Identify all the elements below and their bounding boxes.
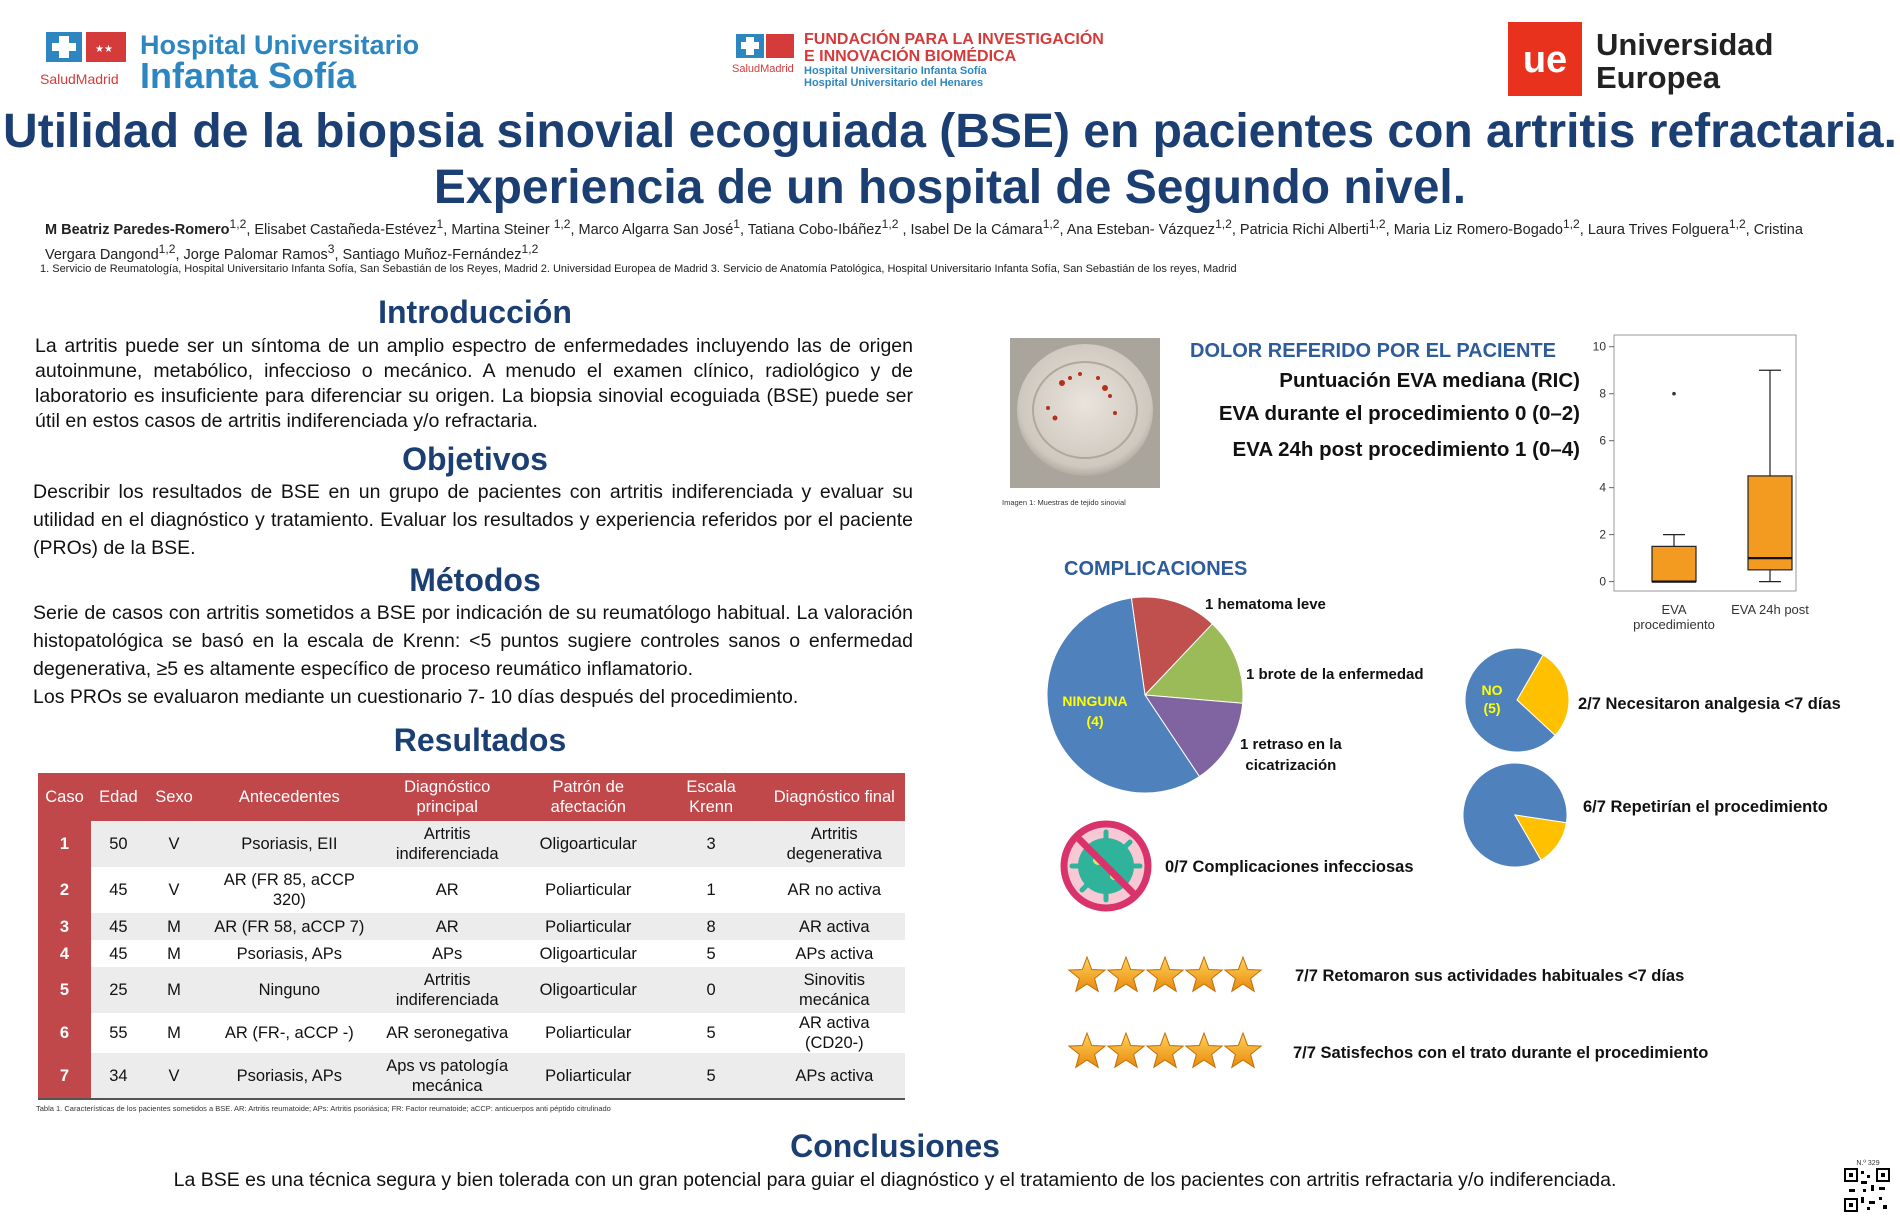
cell: Oligoarticular bbox=[518, 967, 659, 1013]
cell: Psoriasis, APs bbox=[202, 1053, 376, 1099]
cell: Poliarticular bbox=[518, 913, 659, 940]
complicaciones-pie bbox=[1040, 590, 1250, 800]
y-tick-label: 8 bbox=[1599, 386, 1606, 401]
cell: APs bbox=[432, 944, 463, 963]
cell: 25 bbox=[91, 967, 146, 1013]
qr-code bbox=[1843, 1160, 1893, 1216]
no-virus-icon bbox=[1058, 818, 1154, 914]
cell: 0 bbox=[659, 967, 764, 1013]
cell: 5 bbox=[38, 967, 91, 1013]
cell: M bbox=[167, 1024, 181, 1042]
author: , Santiago Muñoz-Fernández bbox=[334, 246, 522, 263]
cell: 34 bbox=[91, 1053, 146, 1099]
table-row bbox=[38, 1013, 905, 1053]
cell: Ninguno bbox=[202, 967, 376, 1013]
table-row bbox=[38, 1053, 905, 1099]
universidad-logo-line1: Universidad bbox=[1596, 27, 1774, 62]
author-sup: 1,2 bbox=[1728, 217, 1746, 231]
author: , Laura Trives Folguera bbox=[1579, 221, 1729, 238]
fundacion-logo-line1: FUNDACIÓN PARA LA INVESTIGACIÓN bbox=[804, 31, 1104, 48]
cell: 45 bbox=[109, 944, 128, 963]
eva-line-1: Puntuación EVA mediana (RIC) bbox=[1279, 369, 1580, 392]
poster-title-line2: Experiencia de un hospital de Segundo nivel. bbox=[433, 161, 1467, 214]
cell: AR (FR 85, aCCP 320) bbox=[223, 871, 355, 909]
cell: Artritis degenerativa bbox=[764, 821, 905, 867]
author-sup: 1 bbox=[436, 217, 444, 231]
x-label-1a: EVA bbox=[1661, 602, 1687, 617]
author: , Maria Liz Romero-Bogado bbox=[1385, 221, 1563, 238]
no-count: (5) bbox=[1483, 700, 1501, 716]
y-tick-label: 0 bbox=[1599, 574, 1606, 589]
author-sup: 1,2 bbox=[229, 217, 247, 231]
cell: 1 bbox=[38, 821, 91, 867]
x-label-2: EVA 24h post bbox=[1731, 602, 1809, 617]
analgesia-pie bbox=[1462, 645, 1572, 755]
satisfechos-text: 7/7 Satisfechos con el trato durante el procedimiento bbox=[1293, 1044, 1709, 1062]
ninguna-label: NINGUNA bbox=[1062, 693, 1128, 709]
complicaciones-heading: COMPLICACIONES bbox=[1064, 558, 1248, 580]
retraso-label-2: cicatrización bbox=[1245, 757, 1337, 774]
table-caption: Tabla 1. Características de los pacientes sometidos a BSE. AR: Artritis reumatoide; APs: Artritis psoriásica; FR: Factor reumatoide; aCCP: anticuerpos anti péptido citrulinado bbox=[36, 1104, 611, 1113]
universidad-logo bbox=[1508, 22, 1808, 98]
author: , Cristina Vergara Dangond bbox=[45, 221, 1803, 263]
author-sup: 1 bbox=[733, 217, 741, 231]
metodos-text-1: Serie de casos con artritis sometidos a BSE por indicación de su reumatólogo habitual. La valoración histopatológica se basó en la escala de Krenn: <5 puntos sugiere controles sanos o enfermedad degenerativa, ≥5 es altamente específico de proceso reumático inflamatorio. bbox=[33, 602, 913, 680]
cell: 3 bbox=[659, 821, 764, 867]
author-sup: 1,2 bbox=[1215, 217, 1232, 231]
box-iqr bbox=[1748, 476, 1792, 570]
results-table bbox=[38, 773, 905, 1100]
cell: Psoriasis, APs bbox=[236, 944, 343, 963]
cell: M bbox=[167, 944, 181, 963]
author-sup: 1,2 bbox=[521, 241, 539, 256]
retomaron-text: 7/7 Retomaron sus actividades habituales <7 días bbox=[1295, 967, 1685, 985]
y-tick-label: 10 bbox=[1592, 339, 1606, 354]
conclusiones-text: La BSE es una técnica segura y bien tolerada con un gran potencial para guiar el diagnóstico y el tratamiento de los pacientes con artritis refractaria y/o indiferenciada. bbox=[173, 1169, 1617, 1191]
metodos-text bbox=[33, 599, 913, 711]
cell: APs activa bbox=[764, 1053, 905, 1099]
eva-boxplot bbox=[1580, 330, 1809, 636]
table-row bbox=[38, 913, 905, 940]
cell: Poliarticular bbox=[545, 881, 632, 899]
eva-line-2: EVA durante el procedimiento 0 (0–2) bbox=[1218, 402, 1580, 425]
cell: Poliarticular bbox=[518, 1053, 659, 1099]
resultados-heading: Resultados bbox=[393, 722, 567, 758]
author-sup: 1,2 bbox=[553, 217, 571, 231]
cell: M bbox=[146, 913, 202, 940]
y-tick-label: 6 bbox=[1599, 433, 1606, 448]
fundacion-logo-brand: SaludMadrid bbox=[732, 63, 794, 75]
author-sup: 1,2 bbox=[1368, 217, 1386, 231]
col-header: Diagnóstico principal bbox=[376, 773, 517, 821]
author: , Isabel De la Cámara bbox=[898, 221, 1043, 238]
cell: V bbox=[168, 881, 180, 899]
cell: 6 bbox=[38, 1013, 91, 1053]
retraso-label bbox=[1240, 734, 1342, 776]
cell: 45 bbox=[91, 913, 146, 940]
y-tick-label: 4 bbox=[1599, 480, 1606, 495]
hematoma-label: 1 hematoma leve bbox=[1205, 596, 1326, 613]
star-icon bbox=[1069, 1033, 1105, 1067]
cell: V bbox=[146, 1053, 202, 1099]
col-header: Antecedentes bbox=[202, 773, 376, 821]
fundacion-logo-line4: Hospital Universitario del Henares bbox=[804, 77, 984, 89]
hospital-logo-line1: Hospital Universitario bbox=[140, 30, 420, 60]
hospital-logo bbox=[40, 24, 440, 94]
author-sup: 1,2 bbox=[881, 217, 899, 231]
author-sup: 1,2 bbox=[1562, 217, 1580, 231]
author: , Jorge Palomar Ramos bbox=[175, 246, 328, 263]
first-author: M Beatriz Paredes-Romero bbox=[45, 221, 230, 238]
hospital-logo-brand: SaludMadrid bbox=[40, 71, 119, 87]
cell: Artritis indiferenciada bbox=[376, 821, 517, 867]
table-row bbox=[38, 867, 905, 913]
hospital-logo-line2: Infanta Sofía bbox=[140, 55, 357, 96]
author: , Tatiana Cobo-Ibáñez bbox=[740, 221, 882, 238]
col-header: Diagnóstico final bbox=[764, 773, 905, 821]
cell: AR (FR 58, aCCP 7) bbox=[202, 913, 376, 940]
cell: 5 bbox=[659, 1053, 764, 1099]
cell: 55 bbox=[109, 1024, 128, 1042]
cell: Oligoarticular bbox=[518, 821, 659, 867]
author-list bbox=[45, 215, 1825, 265]
table-row bbox=[38, 967, 905, 1013]
metodos-heading: Métodos bbox=[409, 562, 541, 598]
author-sup: 1,2 bbox=[158, 241, 176, 256]
cell: AR bbox=[435, 881, 459, 899]
conclusiones-heading: Conclusiones bbox=[790, 1128, 1000, 1164]
table-header-row bbox=[38, 773, 905, 821]
author: , Marco Algarra San José bbox=[570, 221, 734, 238]
svg-text:★★: ★★ bbox=[95, 44, 113, 55]
star-icon bbox=[1069, 957, 1105, 991]
star-icon bbox=[1147, 957, 1183, 991]
cell: AR activa (CD20-) bbox=[798, 1014, 870, 1052]
author: , Ana Esteban- Vázquez bbox=[1059, 221, 1216, 238]
cell: V bbox=[146, 821, 202, 867]
author: , Martina Steiner bbox=[443, 221, 554, 238]
cell: AR no activa bbox=[787, 881, 882, 899]
fundacion-logo-line3: Hospital Universitario Infanta Sofía bbox=[804, 65, 987, 77]
cell: 1 bbox=[706, 881, 716, 899]
metodos-text-2: Los PROs se evaluaron mediante un cuestionario 7- 10 días después del procedimiento. bbox=[33, 686, 799, 708]
box-iqr bbox=[1652, 546, 1696, 581]
author: , Elisabet Castañeda-Estévez bbox=[246, 221, 437, 238]
cell: 2 bbox=[38, 867, 91, 913]
stars-rating-1 bbox=[1067, 952, 1267, 998]
universidad-logo-line2: Europea bbox=[1596, 60, 1721, 95]
cell: 50 bbox=[91, 821, 146, 867]
cell: 7 bbox=[38, 1053, 91, 1099]
star-icon bbox=[1225, 957, 1261, 991]
cell: Psoriasis, EII bbox=[202, 821, 376, 867]
cell: Oligoarticular bbox=[539, 944, 637, 963]
no-label: NO bbox=[1481, 682, 1503, 698]
cell: 8 bbox=[659, 913, 764, 940]
objetivos-text: Describir los resultados de BSE en un grupo de pacientes con artritis indiferenciada y evaluar su utilidad en el diagnóstico y tratamiento. Evaluar los resultados y experiencia referidos por el paciente (PROs) de la BSE. bbox=[33, 481, 913, 559]
stars-rating-2 bbox=[1067, 1028, 1267, 1074]
cell: APs activa bbox=[795, 944, 874, 963]
col-header: Edad bbox=[91, 773, 146, 821]
poster-title bbox=[0, 104, 1900, 216]
cell: 5 bbox=[706, 944, 716, 963]
cell: AR (FR-, aCCP -) bbox=[224, 1024, 354, 1042]
dolor-heading: DOLOR REFERIDO POR EL PACIENTE bbox=[1190, 340, 1556, 362]
star-icon bbox=[1186, 957, 1222, 991]
ninguna-count: (4) bbox=[1086, 713, 1104, 729]
star-icon bbox=[1108, 957, 1144, 991]
author: , Patricia Richi Alberti bbox=[1231, 221, 1369, 238]
col-header: Patrón de afectación bbox=[518, 773, 659, 821]
star-icon bbox=[1225, 1033, 1261, 1067]
cell: Artritis indiferenciada bbox=[376, 967, 517, 1013]
outlier-point bbox=[1672, 392, 1676, 396]
retraso-label-1: 1 retraso en la bbox=[1240, 736, 1342, 753]
author-sup: 3 bbox=[327, 241, 335, 256]
introduccion-text: La artritis puede ser un síntoma de un amplio espectro de enfermedades incluyendo las de origen autoinmune, metabólico, infeccioso o mecánico. A menudo el examen clínico, radiológico y de laboratorio es insuficiente para diferenciar su origen. La biopsia sinovial ecoguiada (BSE) puede ser útil en estos casos de artritis indiferenciada y/o refractaria. bbox=[35, 335, 913, 432]
infecciosas-text: 0/7 Complicaciones infecciosas bbox=[1165, 858, 1414, 876]
cell: Poliarticular bbox=[545, 1024, 632, 1042]
col-header: Sexo bbox=[146, 773, 202, 821]
star-icon bbox=[1147, 1033, 1183, 1067]
poster-title-line1: Utilidad de la biopsia sinovial ecoguiada (BSE) en pacientes con artritis refractaria. bbox=[3, 105, 1897, 158]
author-sup: 1,2 bbox=[1042, 217, 1060, 231]
cell: 45 bbox=[109, 881, 128, 899]
synovial-sample-photo bbox=[1010, 338, 1160, 488]
cell: 4 bbox=[38, 940, 91, 967]
y-tick-label: 2 bbox=[1599, 527, 1606, 542]
analgesia-text: 2/7 Necesitaron analgesia <7 días bbox=[1578, 695, 1841, 713]
introduccion-heading: Introducción bbox=[378, 294, 572, 330]
cell: 5 bbox=[706, 1024, 716, 1042]
universidad-logo-mark: ue bbox=[1522, 39, 1568, 81]
cell: AR activa bbox=[764, 913, 905, 940]
cell: Sinovitis mecánica bbox=[764, 967, 905, 1013]
poster-number: N.º 329 bbox=[1856, 1160, 1880, 1167]
fundacion-logo bbox=[732, 28, 1132, 88]
image-caption: Imagen 1: Muestras de tejido sinovial bbox=[1002, 498, 1126, 507]
cell: 3 bbox=[38, 913, 91, 940]
cell: AR bbox=[376, 913, 517, 940]
cell: Aps vs patología mecánica bbox=[376, 1053, 517, 1099]
cell: AR seronegativa bbox=[386, 1024, 509, 1042]
col-header: Caso bbox=[38, 773, 91, 821]
star-icon bbox=[1108, 1033, 1144, 1067]
eva-line-3: EVA 24h post procedimiento 1 (0–4) bbox=[1232, 438, 1580, 461]
table-row bbox=[38, 821, 905, 867]
x-label-1b: procedimiento bbox=[1633, 617, 1715, 632]
repetirian-pie bbox=[1460, 760, 1570, 870]
affiliations: 1. Servicio de Reumatología, Hospital Universitario Infanta Sofía, San Sebastián de los Reyes, Madrid 2. Universidad Europea de Madrid 3. Servicio de Anatomía Patológica, Hospital Universitario Infanta Sofía, San Sebastián de los reyes, Madrid bbox=[40, 263, 1237, 275]
repetirian-text: 6/7 Repetirían el procedimiento bbox=[1583, 798, 1828, 816]
fundacion-logo-line2: E INNOVACIÓN BIOMÉDICA bbox=[804, 48, 1017, 65]
table-row bbox=[38, 940, 905, 967]
star-icon bbox=[1186, 1033, 1222, 1067]
brote-label: 1 brote de la enfermedad bbox=[1246, 666, 1424, 683]
col-header: Escala Krenn bbox=[659, 773, 764, 821]
objetivos-heading: Objetivos bbox=[402, 441, 548, 477]
cell: M bbox=[146, 967, 202, 1013]
